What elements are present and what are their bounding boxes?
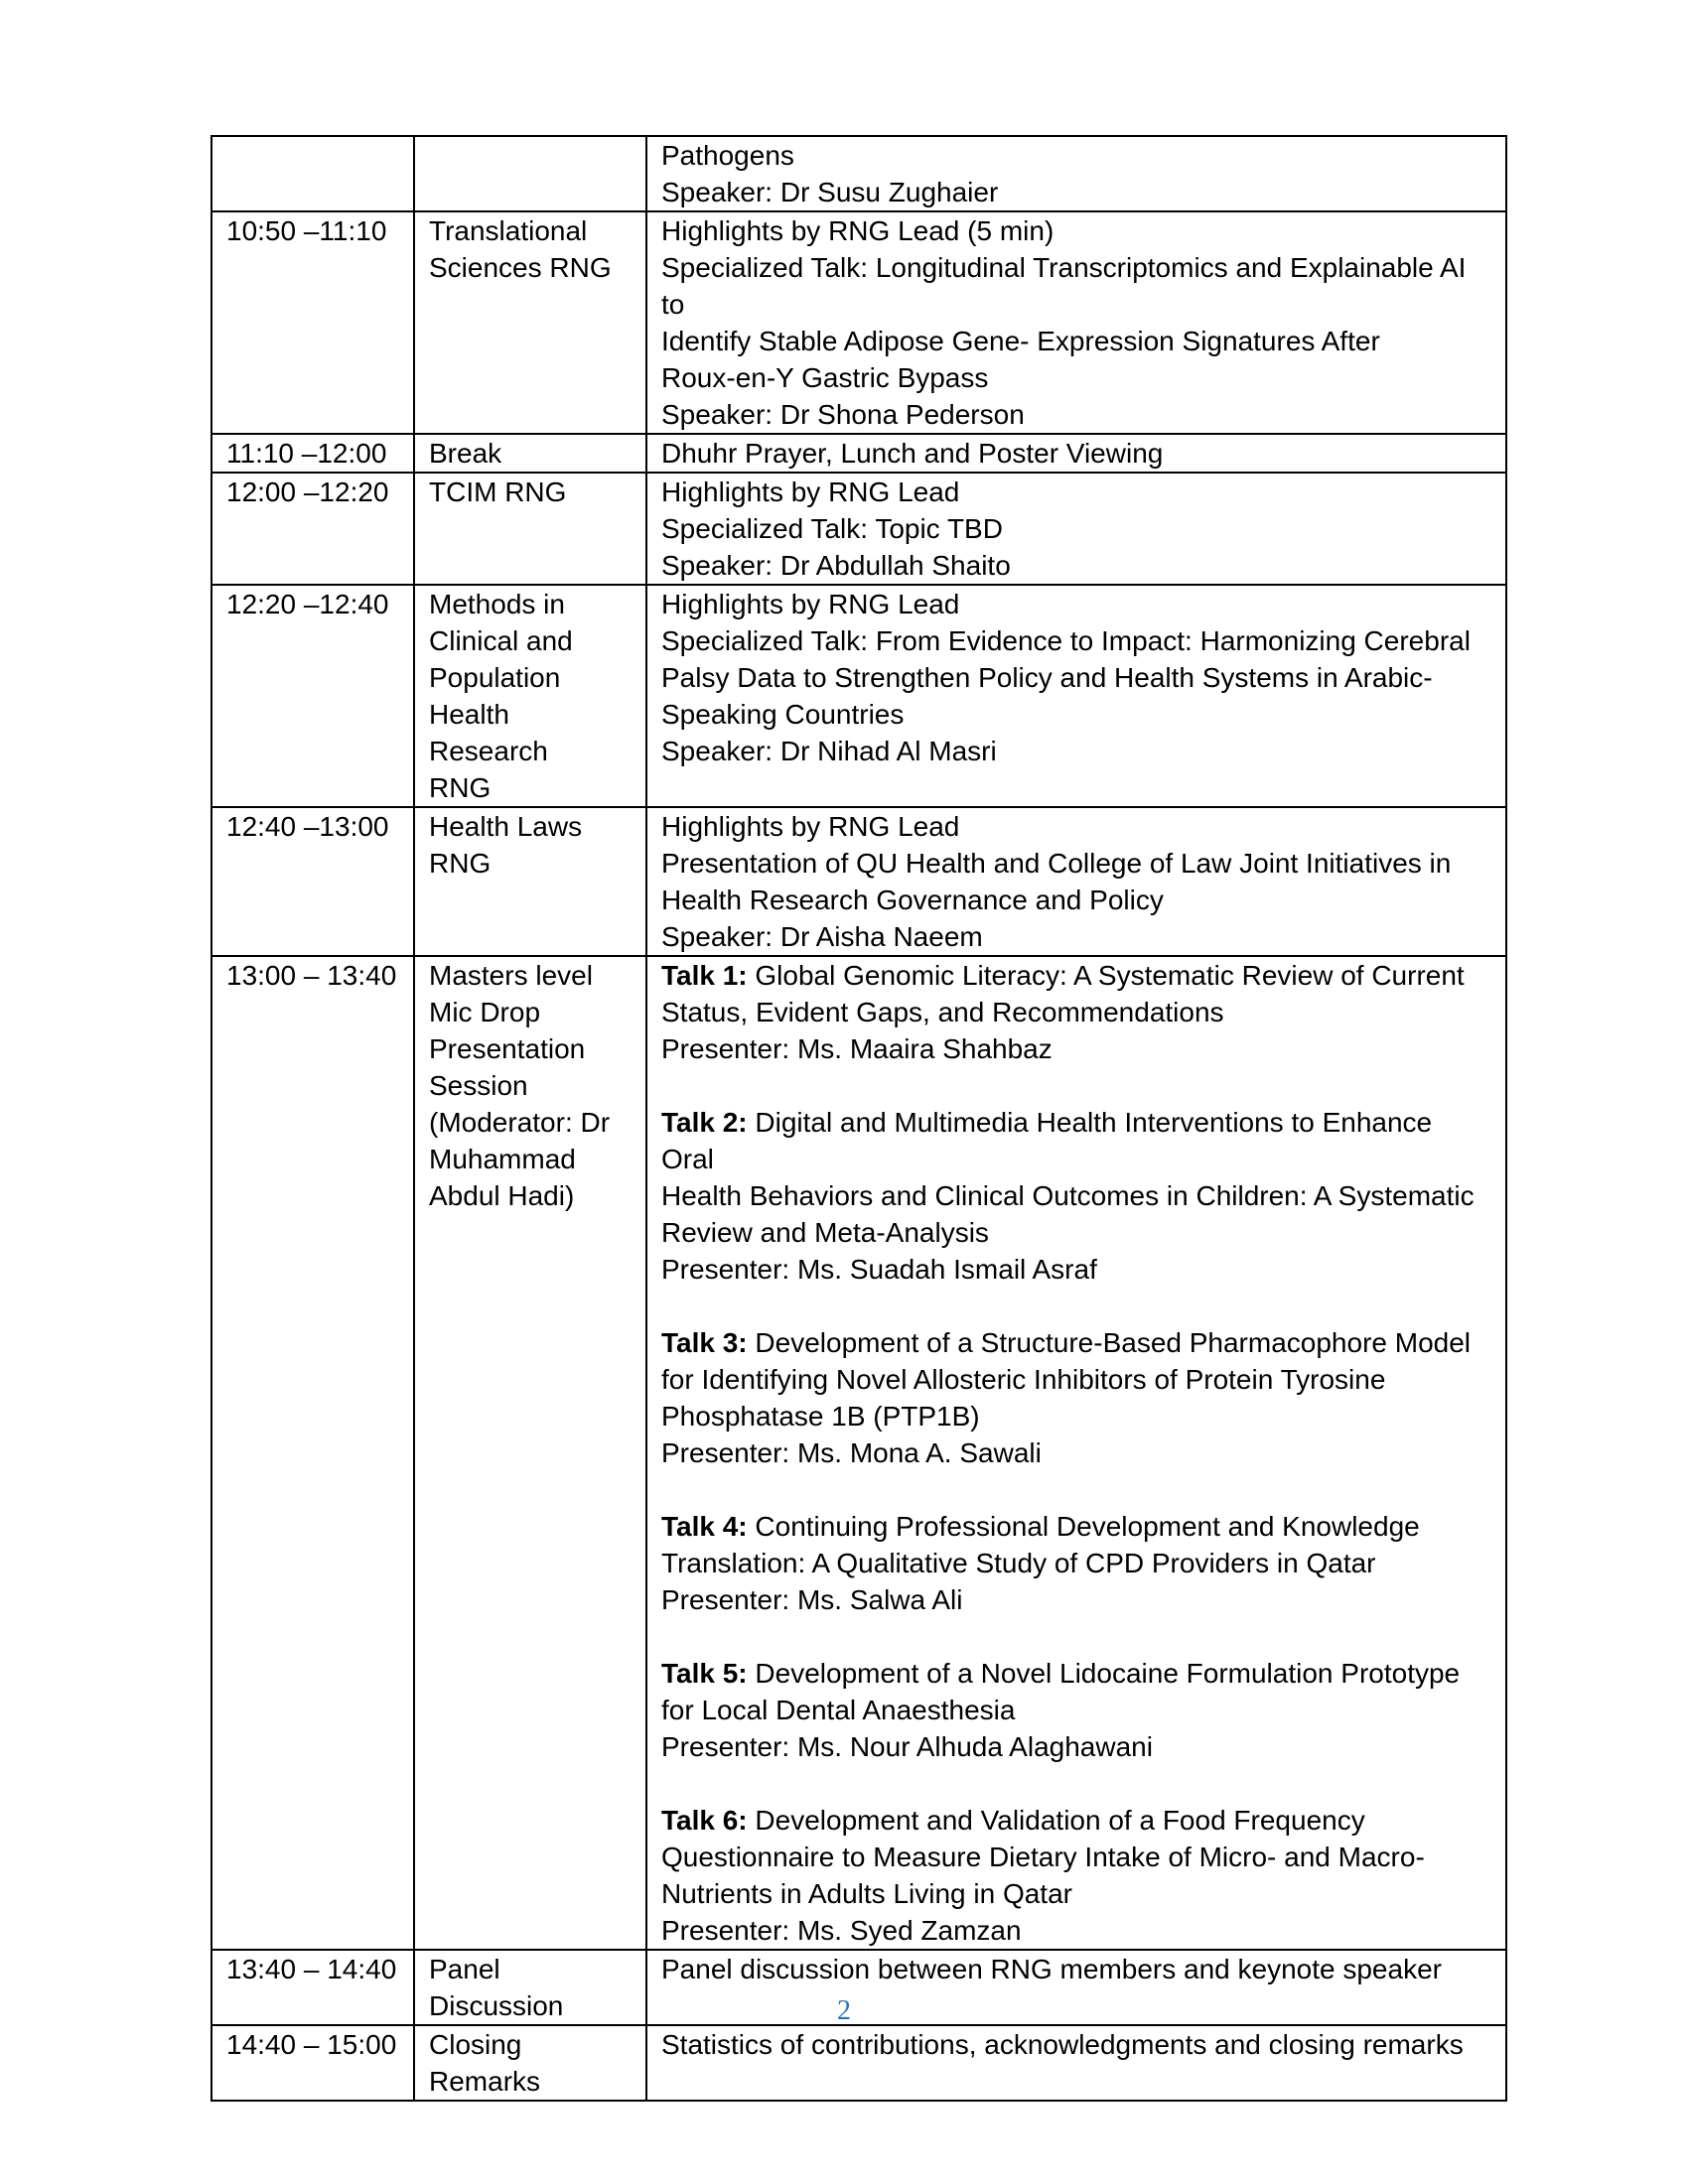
details-cell [646,434,1506,473]
session-line: Health Research [429,699,548,766]
details-line: Specialized Talk: From Evidence to Impact: Harmonizing Cerebral [661,625,1471,656]
talk-title-line: for Local Dental Anaesthesia [661,1695,1016,1725]
talk-block [661,1508,1491,1618]
talk-presenter: Presenter: Ms. Maaira Shahbaz [661,1033,1053,1064]
session-line: Session [429,1070,528,1101]
session-line: Methods in [429,589,565,619]
session-line: Translational [429,215,588,246]
talk-title-line [661,957,1491,994]
talk-title-line: Review and Meta-Analysis [661,1217,989,1248]
page-number: 2 [837,1995,851,2026]
details-line: Specialized Talk: Topic TBD [661,513,1003,544]
talk-title-text: Development of a Novel Lidocaine Formulation Prototype [747,1658,1461,1689]
schedule-row [211,211,1506,434]
talk-title-line: Health Behaviors and Clinical Outcomes in Children: A Systematic [661,1180,1475,1211]
session-cell [414,136,646,211]
time-cell: 13:40 – 14:40 [211,1950,414,2025]
talk-label: Talk 3: [661,1327,748,1358]
details-line: Highlights by RNG Lead [661,589,960,619]
talk-title-text: Development of a Structure-Based Pharmacophore Model [747,1327,1472,1358]
details-line: Pathogens [661,140,794,171]
session-line: Closing Remarks [429,2029,541,2097]
session-line: Clinical and [429,625,573,656]
time-cell: 12:20 –12:40 [211,585,414,807]
talk-block [661,1324,1491,1471]
details-line: Highlights by RNG Lead [661,811,960,842]
details-line: Speaker: Dr Abdullah Shaito [661,550,1011,581]
session-line: Muhammad [429,1144,576,1174]
session-line: Health Laws [429,811,583,842]
schedule-row [211,2025,1506,2101]
talk-title-line: Status, Evident Gaps, and Recommendations [661,997,1224,1027]
details-cell [646,807,1506,956]
details-line: Speaker: Dr Aisha Naeem [661,921,983,952]
session-line: Population [429,662,561,693]
talk-title-line [661,1104,1491,1177]
talk-block [661,1104,1491,1288]
details-cell [646,956,1506,1950]
details-line: Statistics of contributions, acknowledgments and closing remarks [661,2029,1464,2060]
session-line: TCIM RNG [429,477,567,507]
schedule-row [211,136,1506,211]
details-cell [646,136,1506,211]
talk-presenter: Presenter: Ms. Syed Zamzan [661,1915,1022,1946]
details-line: Highlights by RNG Lead [661,477,960,507]
details-cell [646,211,1506,434]
details-cell [646,585,1506,807]
details-cell [646,473,1506,585]
talk-block [661,1655,1491,1765]
talk-title-text: Development and Validation of a Food Frequency [747,1805,1365,1836]
talk-presenter: Presenter: Ms. Suadah Ismail Asraf [661,1254,1097,1285]
details-line: Speaker: Dr Nihad Al Masri [661,736,997,766]
talk-label: Talk 4: [661,1511,748,1542]
session-cell [414,956,646,1950]
session-line: Abdul Hadi) [429,1180,575,1211]
talk-title-line: Nutrients in Adults Living in Qatar [661,1878,1072,1909]
schedule-row [211,473,1506,585]
session-cell [414,473,646,585]
time-cell: 14:40 – 15:00 [211,2025,414,2101]
time-cell: 12:40 –13:00 [211,807,414,956]
talk-spacer [661,1471,1491,1508]
talk-title-line [661,1508,1491,1545]
schedule-row [211,807,1506,956]
details-line: Roux-en-Y Gastric Bypass [661,362,989,393]
talk-presenter: Presenter: Ms. Nour Alhuda Alaghawani [661,1731,1153,1762]
details-cell [646,2025,1506,2101]
talk-title-text: Continuing Professional Development and Knowledge [747,1511,1420,1542]
time-cell: 11:10 –12:00 [211,434,414,473]
talk-label: Talk 6: [661,1805,748,1836]
schedule-row [211,434,1506,473]
session-line: Masters level [429,960,593,991]
details-line: Speaker: Dr Shona Pederson [661,399,1025,430]
talk-block [661,1802,1491,1949]
details-line: Speaking Countries [661,699,905,730]
talk-title-text: Digital and Multimedia Health Interventions to Enhance Oral [661,1107,1433,1174]
details-line: Identify Stable Adipose Gene- Expression Signatures After [661,326,1380,356]
talk-presenter: Presenter: Ms. Salwa Ali [661,1584,963,1615]
session-line: Panel Discussion [429,1954,564,2021]
schedule-table [211,135,1507,2102]
talk-title-text: Global Genomic Literacy: A Systematic Review of Current [747,960,1465,991]
session-cell [414,585,646,807]
session-cell [414,2025,646,2101]
talk-presenter: Presenter: Ms. Mona A. Sawali [661,1437,1042,1468]
time-cell: 13:00 – 13:40 [211,956,414,1950]
talk-title-line [661,1802,1491,1839]
talk-spacer [661,1765,1491,1802]
talk-title-line: Translation: A Qualitative Study of CPD Providers in Qatar [661,1548,1376,1578]
details-line: Presentation of QU Health and College of Law Joint Initiatives in [661,848,1452,879]
time-cell [211,136,414,211]
session-line: Sciences RNG [429,252,612,283]
talk-title-line: for Identifying Novel Allosteric Inhibitors of Protein Tyrosine [661,1364,1386,1395]
talk-label: Talk 1: [661,960,748,991]
talk-block [661,957,1491,1067]
talk-spacer [661,1288,1491,1324]
details-line: Highlights by RNG Lead (5 min) [661,215,1055,246]
details-line: Health Research Governance and Policy [661,885,1164,915]
talk-title-line [661,1655,1491,1692]
schedule-row [211,585,1506,807]
talk-label: Talk 2: [661,1107,748,1138]
session-cell [414,211,646,434]
talk-title-line: Phosphatase 1B (PTP1B) [661,1401,980,1432]
talk-spacer [661,1618,1491,1655]
details-line: Panel discussion between RNG members and keynote speaker [661,1954,1442,1984]
time-cell: 12:00 –12:20 [211,473,414,585]
talk-title-line [661,1324,1491,1361]
talk-title-line: Questionnaire to Measure Dietary Intake of Micro- and Macro- [661,1842,1425,1872]
session-line: RNG [429,772,492,803]
time-cell: 10:50 –11:10 [211,211,414,434]
schedule-row-masters [211,956,1506,1950]
session-line: (Moderator: Dr [429,1107,611,1138]
details-line: Palsy Data to Strengthen Policy and Health Systems in Arabic- [661,662,1433,693]
session-line: Presentation [429,1033,586,1064]
details-line: Specialized Talk: Longitudinal Transcriptomics and Explainable AI to [661,252,1467,320]
session-cell [414,434,646,473]
session-line: RNG [429,848,492,879]
details-line: Dhuhr Prayer, Lunch and Poster Viewing [661,438,1164,469]
session-cell [414,807,646,956]
talk-spacer [661,1067,1491,1104]
schedule-body [211,136,1506,2101]
talk-label: Talk 5: [661,1658,748,1689]
session-line: Mic Drop [429,997,541,1027]
session-line: Break [429,438,502,469]
details-line: Speaker: Dr Susu Zughaier [661,177,999,207]
